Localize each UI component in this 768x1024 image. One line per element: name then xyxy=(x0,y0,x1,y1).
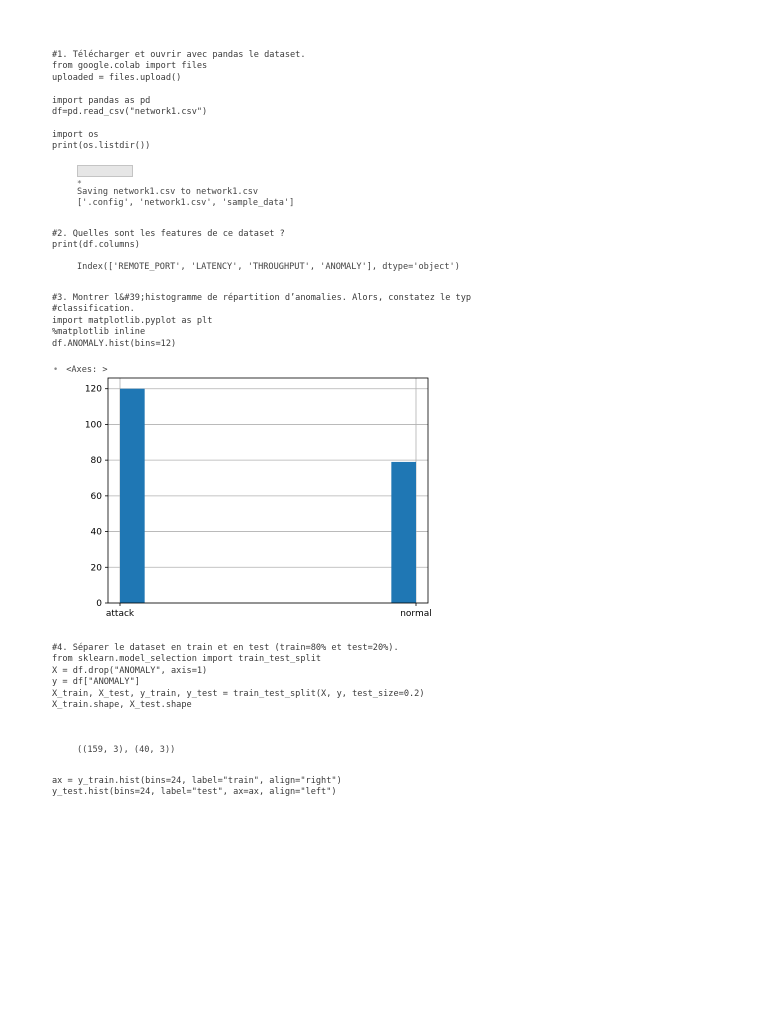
y-tick-label: 60 xyxy=(90,491,102,502)
bar-attack xyxy=(120,389,145,603)
y-tick-label: 80 xyxy=(90,456,102,467)
plot-area xyxy=(108,378,428,603)
output-cell-4: ((159, 3), (40, 3)) xyxy=(77,745,176,755)
output-cell-1: Saving network1.csv to network1.csv ['.config', 'network1.csv', 'sample_data'] xyxy=(77,187,295,209)
code-cell-3[interactable]: #3. Montrer l&#39;histogramme de répartition d’anomalies. Alors, constatez le typ #classification. import matplotlib.pyplot as plt %matplotlib inline df.ANOMALY.hist(bins=12) xyxy=(52,293,472,349)
bar-normal xyxy=(391,462,416,603)
code-cell-4[interactable]: #4. Séparer le dataset en train et en test (train=80% et test=20%). from sklearn.model_selection import train_test_split X = df.drop("ANOMALY", axis=1) y = df["ANOMALY"] X_train, X_test, y_train, y_test = train_test_split(X, y, test_size=0.2) X_train.shape, X_test.shape xyxy=(52,643,425,711)
code-cell-5[interactable]: ax = y_train.hist(bins=24, label="train", align="right") y_test.hist(bins=24, label="test", ax=ax, align="left") xyxy=(52,776,342,798)
output-cell-2: Index(['REMOTE_PORT', 'LATENCY', 'THROUGHPUT', 'ANOMALY'], dtype='object') xyxy=(77,262,460,272)
anomaly-histogram xyxy=(60,372,440,622)
output-marker: • xyxy=(53,365,59,375)
y-tick-label: 40 xyxy=(90,527,102,538)
x-tick-label: normal xyxy=(400,609,432,619)
upload-widget[interactable] xyxy=(77,165,133,177)
x-tick-label: attack xyxy=(105,609,135,619)
y-tick-label: 20 xyxy=(90,563,102,574)
y-tick-label: 0 xyxy=(96,599,102,609)
upload-marker: * xyxy=(77,179,82,188)
code-cell-1[interactable]: #1. Télécharger et ouvrir avec pandas le dataset. from google.colab import files uploaded = files.upload() import pandas as pd df=pd.read_csv("network1.csv") import os print(os.listdir()) xyxy=(52,50,306,152)
axes-repr-text: <Axes: > xyxy=(66,365,108,375)
y-tick-label: 120 xyxy=(84,384,102,395)
code-cell-2[interactable]: #2. Quelles sont les features de ce dataset ? print(df.columns) xyxy=(52,229,285,251)
y-tick-label: 100 xyxy=(84,420,102,431)
